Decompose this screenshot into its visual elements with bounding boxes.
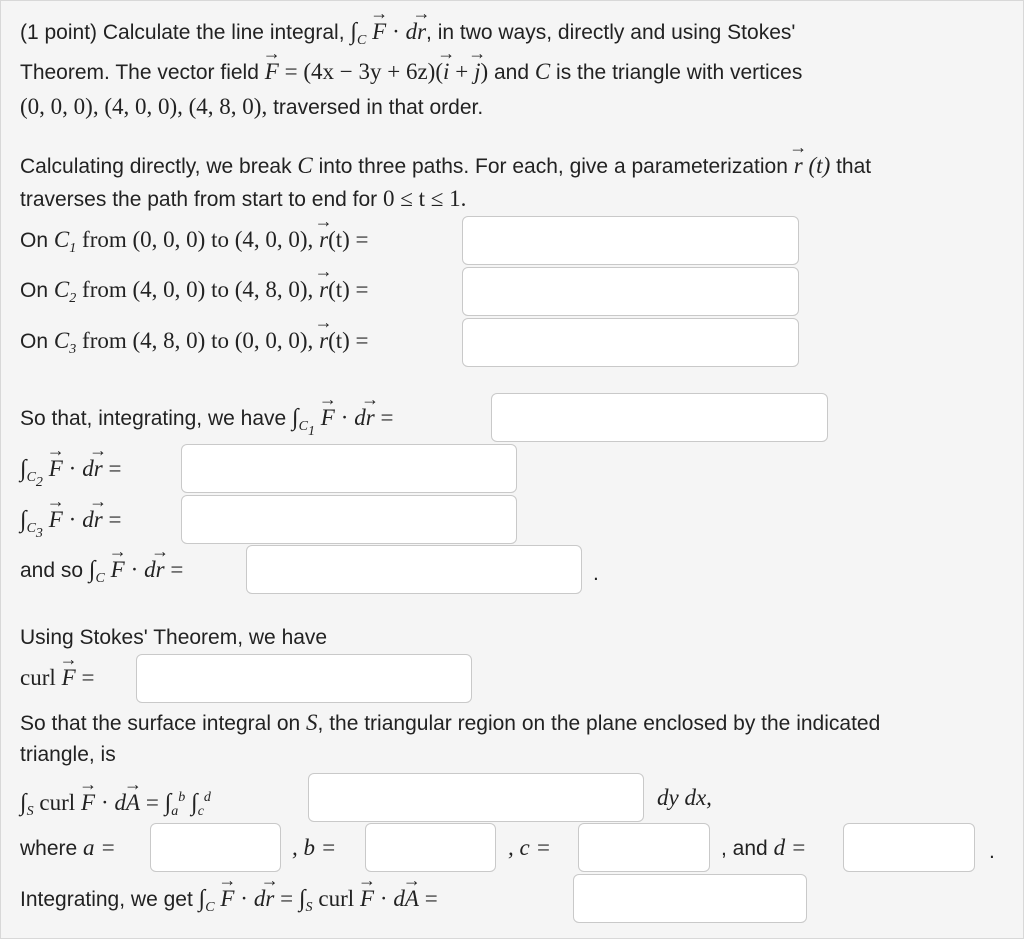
final-label: Integrating, we get $\int_C \to F \cdot d\to r = \int_S$ curl → F · d→ A =	[20, 886, 438, 921]
unit-j: → j	[474, 59, 480, 85]
period: .	[989, 840, 995, 863]
c2-label: On $C_2$ from (4, 0, 0) to (4, 8, 0), → r(t) =	[20, 277, 369, 312]
surface-line-1: So that the surface integral on S, the triangular region on the plane enclosed by the indicated	[20, 710, 881, 735]
int-c3-label: $\int_{C_3} \to F \cdot d\to r$ =	[20, 507, 121, 547]
field-expression: = (4x − 3y + 6z)(	[284, 59, 443, 84]
dydx: dy dx,	[657, 785, 712, 810]
curl-label: curl → F =	[20, 665, 95, 692]
where-label: where a =	[20, 835, 116, 860]
c3-label: On $C_3$ from (4, 8, 0) to (0, 0, 0), → r(t) =	[20, 328, 369, 363]
points-label: (1 point)	[20, 21, 98, 44]
intro-text: Calculate the line integral,	[102, 21, 345, 44]
c1-label: On $C_1$ from (0, 0, 0) to (4, 0, 0), → r(t) =	[20, 227, 369, 262]
b-input[interactable]	[365, 823, 496, 872]
intro-text-b: , in two ways, directly and using Stokes'	[426, 21, 796, 44]
curve-C: C	[534, 59, 551, 84]
surface-line-2: triangle, is	[20, 743, 116, 766]
surface-integral-label: $\int_S$ curl → $F \cdot d\to A = \int_a^b$ $\int_c^d$	[20, 785, 211, 825]
unit-i: → i	[443, 59, 449, 85]
vector-F: → F	[265, 59, 279, 85]
vector-F: → F	[372, 19, 386, 45]
stokes-intro: Using Stokes' Theorem, we have	[20, 626, 328, 649]
int-c2-input[interactable]	[181, 444, 517, 493]
final-input[interactable]	[573, 874, 807, 923]
vertices: (0, 0, 0), (4, 0, 0), (4, 8, 0),	[20, 94, 268, 119]
vector-r: → r	[417, 19, 426, 45]
direct-line-2: traverses the path from start to end for 0 ≤ t ≤ 1.	[20, 186, 467, 211]
problem-line-3: (0, 0, 0), (4, 0, 0), (4, 8, 0), traversed in that order.	[20, 94, 484, 119]
int-c-input[interactable]	[246, 545, 582, 594]
integrand-input[interactable]	[308, 773, 644, 822]
problem-line-2: Theorem. The vector field → F = (4x − 3y + 6z)(→ i + → j) and C is the triangle with vertices	[20, 59, 802, 86]
c2-parameterization-input[interactable]	[462, 267, 799, 316]
int-c3-input[interactable]	[181, 495, 517, 544]
integral-sign: $\int_C$	[350, 19, 367, 48]
c-input[interactable]	[578, 823, 710, 872]
problem-line-1: (1 point) Calculate the line integral, $\int_C \to F \cdot d\to r$, in two ways, directly and using Stokes'	[20, 19, 795, 54]
direct-line-1: Calculating directly, we break C into three paths. For each, give a parameterization → r (t) that	[20, 153, 871, 180]
int-c1-label: So that, integrating, we have $\int_{C_1} \to F \cdot d\to r$ =	[20, 405, 393, 445]
c1-parameterization-input[interactable]	[462, 216, 799, 265]
a-input[interactable]	[150, 823, 281, 872]
b-label: , b =	[292, 835, 337, 860]
d-label: , and d =	[721, 835, 807, 860]
int-c1-input[interactable]	[491, 393, 828, 442]
int-c-label: and so $\int_C \to F \cdot d\to r$ =	[20, 557, 183, 592]
parameter-range: 0 ≤ t ≤ 1.	[383, 186, 467, 211]
d-input[interactable]	[843, 823, 975, 872]
period: .	[593, 562, 599, 585]
curl-input[interactable]	[136, 654, 472, 703]
int-c2-label: $\int_{C_2} \to F \cdot d\to r$ =	[20, 456, 121, 496]
c-label: , c =	[508, 835, 551, 860]
c3-parameterization-input[interactable]	[462, 318, 799, 367]
